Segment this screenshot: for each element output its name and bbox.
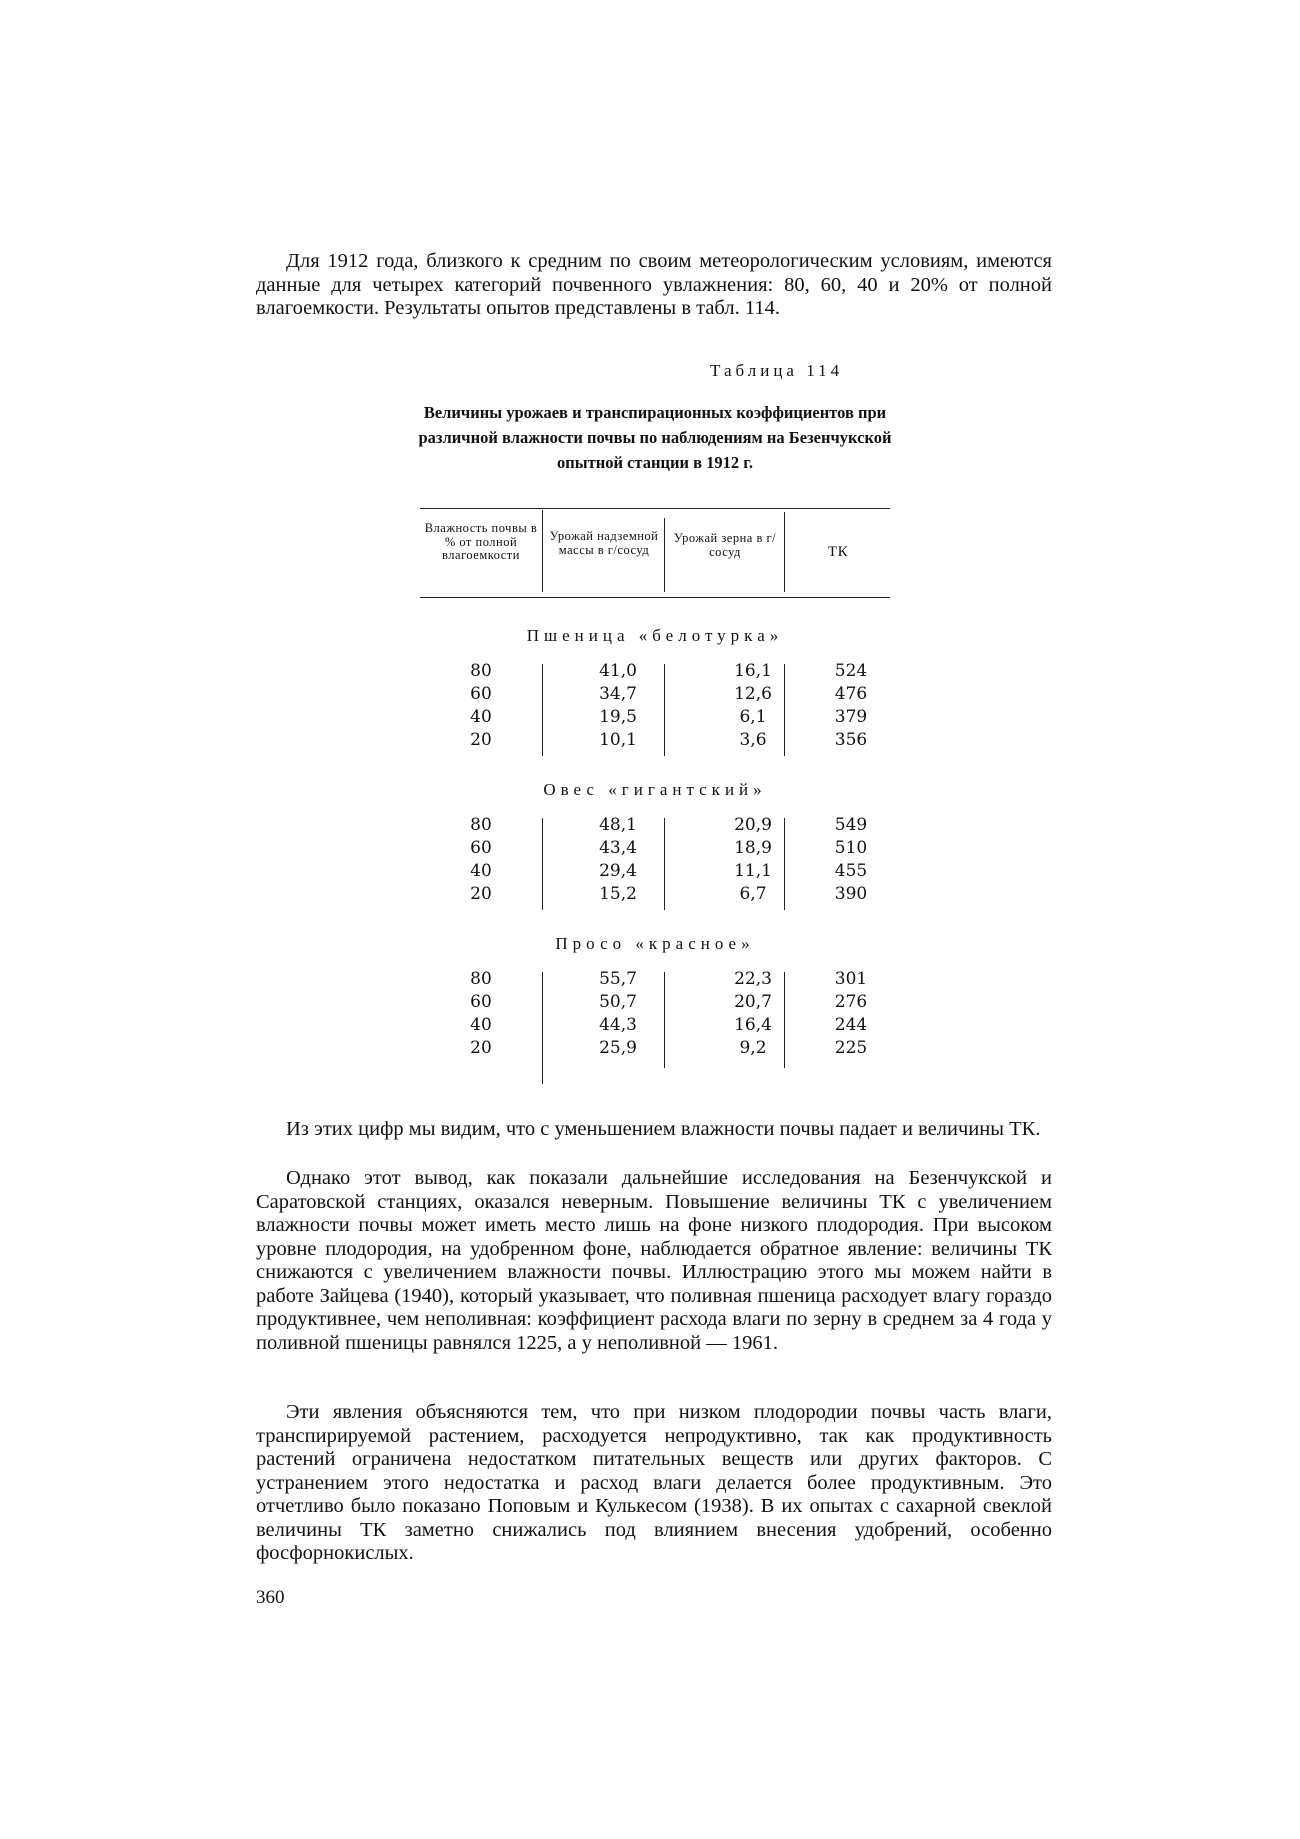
header-divider-1 [542,510,543,592]
cell-mass: 50,7 [599,992,637,1012]
cell-moisture: 60 [470,838,492,858]
cell-moisture: 20 [470,1038,492,1058]
cell-mass: 25,9 [599,1038,637,1058]
paragraph-2: Однако этот вывод, как показали дальнейшие исследования на Безенчукской и Саратовской станциях, оказался неверным. Повышение величины ТК с увеличением влажности почвы может иметь место лишь на фоне низкого плодородия. При высоком уровне плодородия, на удобренном фоне, наблюдается обратное явление: величины ТК снижаются с увеличением влажности почвы. Иллюстрацию этого мы можем найти в работе Зайцева (1940), который указывает, что поливная пшеница расходует влагу гораздо продуктивнее, чем неполивная: коэффициент расхода влаги по зерну в среднем за 4 года у поливной пшеницы равнялся 1225, а у неполивной — 1961. [256,1167,1052,1354]
table-row [420,837,890,860]
header-moisture: Влажность почвы в % от полной влагоемкости [424,521,538,562]
cell-tk: 244 [834,1015,868,1035]
cell-tk: 510 [834,838,868,858]
cell-tk: 225 [834,1038,868,1058]
cell-tk: 276 [834,992,868,1012]
cell-mass: 29,4 [599,861,637,881]
table-top-rule [420,508,890,509]
cell-tk: 549 [834,815,868,835]
table-title: Величины урожаев и транспирационных коэффициентов при различной влажности почвы по наблюдениям на Безенчукской опытной станции в 1912 г. [418,403,892,472]
cell-grain: 16,1 [734,661,772,681]
cell-moisture: 40 [470,861,492,881]
cell-mass: 15,2 [599,884,637,904]
conclusion-paragraph: Из этих цифр мы видим, что с уменьшением влажности почвы падает и величины ТК. [286,1118,1041,1140]
table-row [420,1037,890,1060]
cell-mass: 34,7 [599,684,637,704]
cell-grain: 18,9 [734,838,772,858]
cell-grain: 20,9 [734,815,772,835]
header-grain-yield: Урожай зерна в г/сосуд [673,531,777,559]
table-row [420,968,890,991]
cell-mass: 10,1 [599,730,637,750]
table-row [420,1014,890,1037]
table-row [420,683,890,706]
table-row [420,814,890,837]
table-row [420,860,890,883]
cell-tk: 476 [834,684,868,704]
cell-grain: 16,4 [734,1015,772,1035]
table-row [420,991,890,1014]
cell-grain: 11,1 [734,861,772,881]
table-header-rule [420,597,890,598]
cell-grain: 9,2 [739,1038,767,1058]
cell-moisture: 40 [470,1015,492,1035]
table-row [420,729,890,752]
group-title-millet: Просо «красное» [555,934,755,953]
cell-moisture: 80 [470,661,492,681]
cell-moisture: 20 [470,730,492,750]
header-aboveground-yield: Урожай надземной массы в г/сосуд [549,529,659,557]
cell-moisture: 20 [470,884,492,904]
cell-mass: 55,7 [599,969,637,989]
cell-tk: 390 [834,884,868,904]
cell-grain: 20,7 [734,992,772,1012]
page-number: 360 [256,1587,285,1608]
cell-grain: 6,7 [739,884,767,904]
group-title-oats: Овес «гигантский» [543,780,767,799]
cell-grain: 22,3 [734,969,772,989]
header-divider-3 [784,512,785,592]
group-title-wheat: Пшеница «белотурка» [526,626,784,645]
cell-mass: 44,3 [599,1015,637,1035]
table-row [420,706,890,729]
cell-tk: 524 [834,661,868,681]
cell-moisture: 60 [470,684,492,704]
cell-mass: 19,5 [599,707,637,727]
cell-grain: 6,1 [739,707,767,727]
cell-mass: 43,4 [599,838,637,858]
cell-moisture: 80 [470,815,492,835]
cell-tk: 379 [834,707,868,727]
table-row [420,660,890,683]
paragraph-3: Эти явления объясняются тем, что при низком плодородии почвы часть влаги, транспирируемой растением, расходуется непродуктивно, так как продуктивность растений ограничена недостатком питательных веществ или других факторов. С устранением этого недостатка и расход влаги делается более продуктивным. Это отчетливо было показано Поповым и Кулькесом (1938). В их опытах с сахарной свеклой величины ТК заметно снижались под влиянием внесения удобрений, особенно фосфорнокислых. [256,1401,1052,1564]
header-divider-2 [664,518,665,592]
cell-tk: 301 [834,969,868,989]
intro-paragraph: Для 1912 года, близкого к средним по своим метеорологическим условиям, имеются данные для четырех категорий почвенного увлажнения: 80, 60, 40 и 20% от полной влагоемкости. Результаты опытов представлены в табл. 114. [256,250,1052,319]
cell-grain: 12,6 [734,684,772,704]
cell-tk: 455 [834,861,868,881]
table-row [420,883,890,906]
header-tk: ТК [827,544,849,560]
cell-moisture: 40 [470,707,492,727]
cell-tk: 356 [834,730,868,750]
cell-mass: 48,1 [599,815,637,835]
table-label: Таблица 114 [710,361,844,380]
cell-mass: 41,0 [599,661,637,681]
cell-moisture: 60 [470,992,492,1012]
cell-moisture: 80 [470,969,492,989]
cell-grain: 3,6 [739,730,767,750]
